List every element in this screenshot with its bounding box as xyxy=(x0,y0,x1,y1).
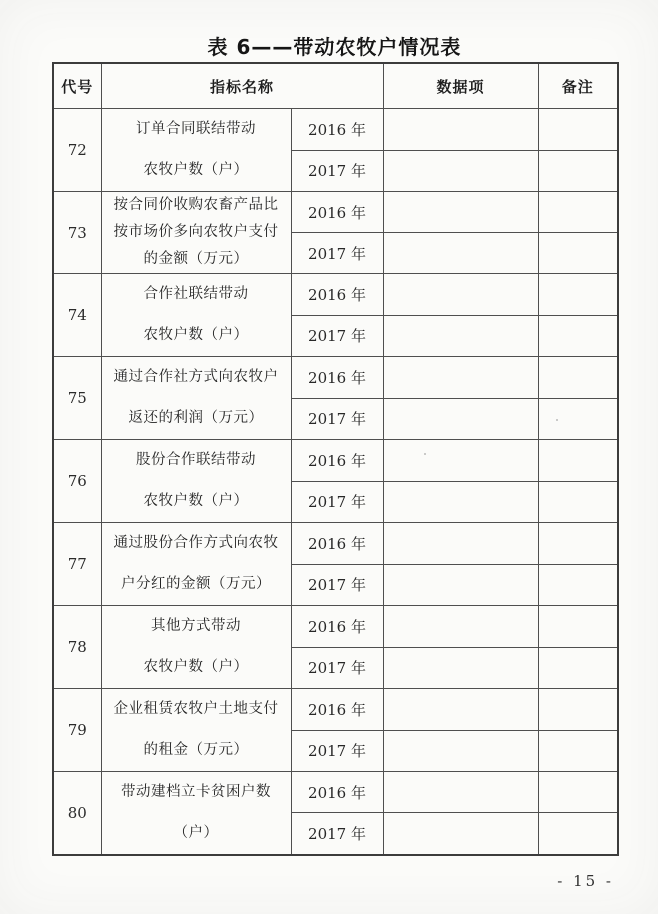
year-cell: 2017 年 xyxy=(291,150,383,192)
remark-cell xyxy=(538,606,618,648)
code-cell: 79 xyxy=(53,689,101,772)
remark-cell xyxy=(538,192,618,233)
year-cell: 2016 年 xyxy=(291,357,383,399)
data-item-cell xyxy=(383,481,538,523)
livestock-households-table xyxy=(52,62,619,856)
year-cell: 2016 年 xyxy=(291,109,383,151)
indicator-line: 企业租赁农牧户土地支付 xyxy=(113,701,279,717)
indicator-line: 的租金（万元） xyxy=(143,742,249,758)
indicator-line: 农牧户数（户） xyxy=(143,659,249,675)
table-row xyxy=(53,772,618,813)
year-cell: 2016 年 xyxy=(291,523,383,565)
year-cell: 2017 年 xyxy=(291,564,383,606)
indicator-cell xyxy=(101,772,291,856)
data-item-cell xyxy=(383,398,538,440)
table-row xyxy=(53,192,618,233)
year-cell: 2016 年 xyxy=(291,440,383,482)
indicator-line: 通过股份合作方式向农牧 xyxy=(113,535,279,551)
year-cell: 2016 年 xyxy=(291,772,383,813)
remark-cell xyxy=(538,315,618,357)
remark-cell xyxy=(538,440,618,482)
year-cell: 2016 年 xyxy=(291,192,383,233)
scan-speck xyxy=(424,453,426,455)
data-item-cell xyxy=(383,813,538,855)
indicator-line: 农牧户数（户） xyxy=(143,493,249,509)
year-cell: 2016 年 xyxy=(291,689,383,731)
data-item-cell xyxy=(383,730,538,772)
scan-speck xyxy=(556,419,558,421)
code-cell: 72 xyxy=(53,109,101,192)
data-item-cell xyxy=(383,606,538,648)
table-row xyxy=(53,523,618,565)
indicator-cell xyxy=(101,192,291,274)
indicator-cell xyxy=(101,274,291,357)
year-cell: 2017 年 xyxy=(291,233,383,274)
remark-cell xyxy=(538,730,618,772)
page-title: 表 6——带动农牧户情况表 xyxy=(207,35,462,59)
indicator-cell xyxy=(101,357,291,440)
indicator-line: 户分红的金额（万元） xyxy=(121,576,271,592)
data-item-cell xyxy=(383,440,538,482)
scan-speck xyxy=(360,664,362,666)
remark-cell xyxy=(538,813,618,855)
data-item-cell xyxy=(383,564,538,606)
indicator-line: 农牧户数（户） xyxy=(143,162,249,178)
remark-cell xyxy=(538,772,618,813)
indicator-line: 通过合作社方式向农牧户 xyxy=(113,369,279,385)
data-item-cell xyxy=(383,233,538,274)
remark-cell xyxy=(538,357,618,399)
remark-cell xyxy=(538,481,618,523)
year-cell: 2017 年 xyxy=(291,315,383,357)
indicator-line: 返还的利润（万元） xyxy=(128,410,264,426)
year-cell: 2017 年 xyxy=(291,813,383,855)
remark-cell xyxy=(538,109,618,151)
header-row xyxy=(53,63,618,109)
header-data-item: 数据项 xyxy=(383,63,538,109)
indicator-line: 按市场价多向农牧户支付 xyxy=(113,224,279,240)
code-cell: 75 xyxy=(53,357,101,440)
header-indicator: 指标名称 xyxy=(101,63,383,109)
data-item-cell xyxy=(383,150,538,192)
table-row xyxy=(53,357,618,399)
indicator-cell xyxy=(101,689,291,772)
indicator-cell xyxy=(101,523,291,606)
year-cell: 2016 年 xyxy=(291,606,383,648)
code-cell: 77 xyxy=(53,523,101,606)
year-cell: 2017 年 xyxy=(291,730,383,772)
code-cell: 73 xyxy=(53,192,101,274)
data-item-cell xyxy=(383,772,538,813)
remark-cell xyxy=(538,233,618,274)
table-row xyxy=(53,689,618,731)
indicator-line: 股份合作联结带动 xyxy=(136,452,256,468)
data-item-cell xyxy=(383,357,538,399)
page-number: - 15 - xyxy=(557,872,614,890)
code-cell: 76 xyxy=(53,440,101,523)
code-cell: 74 xyxy=(53,274,101,357)
data-item-cell xyxy=(383,274,538,316)
indicator-cell xyxy=(101,109,291,192)
remark-cell xyxy=(538,150,618,192)
data-item-cell xyxy=(383,315,538,357)
year-cell: 2017 年 xyxy=(291,398,383,440)
data-item-cell xyxy=(383,689,538,731)
remark-cell xyxy=(538,274,618,316)
data-item-cell xyxy=(383,109,538,151)
indicator-line: 按合同价收购农畜产品比 xyxy=(113,197,279,213)
data-item-cell xyxy=(383,523,538,565)
year-cell: 2017 年 xyxy=(291,647,383,689)
header-remark: 备注 xyxy=(538,63,618,109)
remark-cell xyxy=(538,647,618,689)
header-code: 代号 xyxy=(53,63,101,109)
indicator-line: 的金额（万元） xyxy=(143,251,249,267)
indicator-cell xyxy=(101,440,291,523)
table-row xyxy=(53,440,618,482)
code-cell: 80 xyxy=(53,772,101,856)
code-cell: 78 xyxy=(53,606,101,689)
data-item-cell xyxy=(383,192,538,233)
remark-cell xyxy=(538,398,618,440)
data-item-cell xyxy=(383,647,538,689)
year-cell: 2017 年 xyxy=(291,481,383,523)
remark-cell xyxy=(538,689,618,731)
indicator-line: （户） xyxy=(173,825,219,841)
table-row xyxy=(53,606,618,648)
indicator-line: 订单合同联结带动 xyxy=(136,121,256,137)
indicator-line: 带动建档立卡贫困户数 xyxy=(121,784,271,800)
indicator-line: 合作社联结带动 xyxy=(143,286,249,302)
year-cell: 2016 年 xyxy=(291,274,383,316)
remark-cell xyxy=(538,523,618,565)
indicator-line: 农牧户数（户） xyxy=(143,327,249,343)
table-row xyxy=(53,109,618,151)
indicator-line: 其他方式带动 xyxy=(151,618,241,634)
indicator-cell xyxy=(101,606,291,689)
table-row xyxy=(53,274,618,316)
remark-cell xyxy=(538,564,618,606)
